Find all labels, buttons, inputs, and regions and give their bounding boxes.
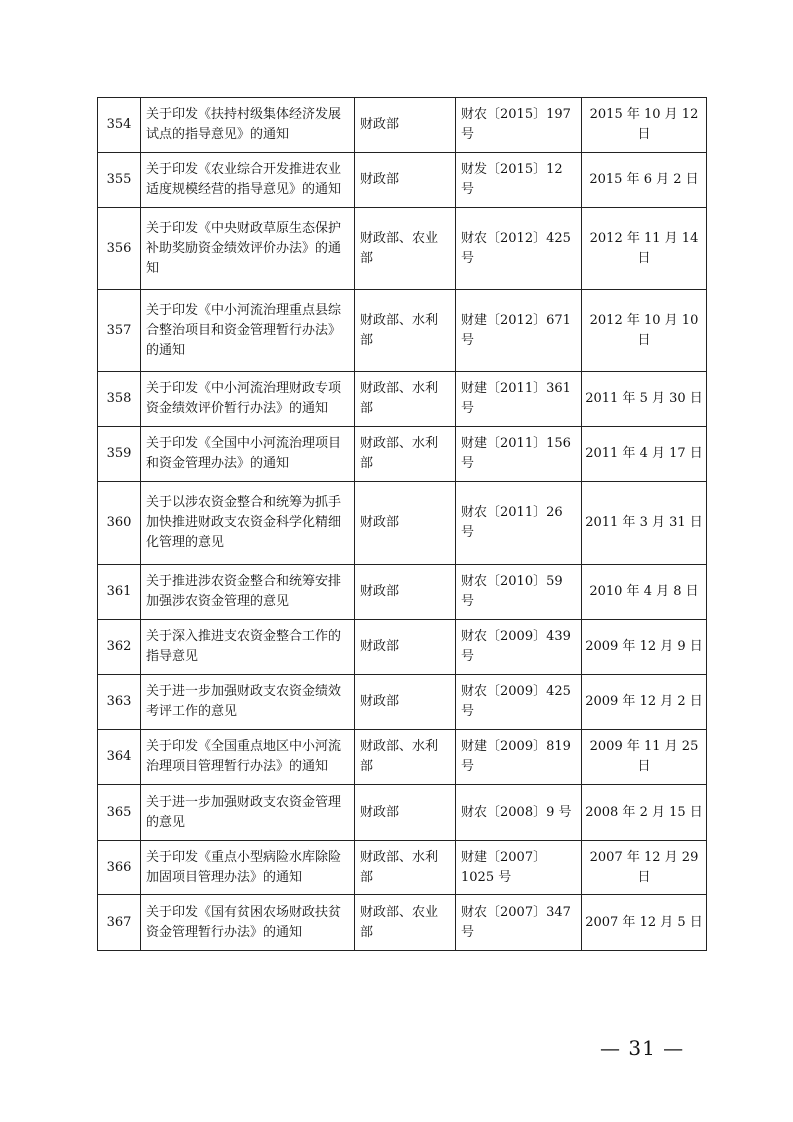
document-number: 财农〔2007〕347 号 [456, 895, 582, 951]
row-number: 359 [98, 427, 141, 482]
document-number: 财建〔2007〕1025 号 [456, 841, 582, 895]
row-number: 354 [98, 98, 141, 153]
document-number: 财农〔2010〕59 号 [456, 565, 582, 620]
issuing-department: 财政部 [355, 785, 456, 841]
issuing-department: 财政部、农业部 [355, 208, 456, 290]
document-title: 关于印发《国有贫困农场财政扶贫资金管理暂行办法》的通知 [141, 895, 355, 951]
issuing-department: 财政部 [355, 482, 456, 565]
table-row [98, 730, 707, 785]
document-number: 财农〔2012〕425 号 [456, 208, 582, 290]
issuing-department: 财政部、水利部 [355, 290, 456, 372]
issuing-department: 财政部 [355, 620, 456, 675]
document-title: 关于进一步加强财政支农资金管理的意见 [141, 785, 355, 841]
page-number: — 31 — [600, 1036, 685, 1060]
table-row [98, 482, 707, 565]
document-title: 关于印发《重点小型病险水库除险加固项目管理办法》的通知 [141, 841, 355, 895]
document-title: 关于印发《中小河流治理财政专项资金绩效评价暂行办法》的通知 [141, 372, 355, 427]
row-number: 362 [98, 620, 141, 675]
row-number: 363 [98, 675, 141, 730]
document-number: 财农〔2009〕425 号 [456, 675, 582, 730]
row-number: 366 [98, 841, 141, 895]
issue-date: 2009 年 12 月 9 日 [582, 620, 707, 675]
issue-date: 2011 年 4 月 17 日 [582, 427, 707, 482]
table-row [98, 427, 707, 482]
row-number: 364 [98, 730, 141, 785]
document-title: 关于推进涉农资金整合和统筹安排加强涉农资金管理的意见 [141, 565, 355, 620]
issuing-department: 财政部、水利部 [355, 427, 456, 482]
regulation-table [97, 97, 707, 951]
document-title: 关于以涉农资金整合和统筹为抓手加快推进财政支农资金科学化精细化管理的意见 [141, 482, 355, 565]
issue-date: 2011 年 3 月 31 日 [582, 482, 707, 565]
row-number: 367 [98, 895, 141, 951]
issuing-department: 财政部、水利部 [355, 730, 456, 785]
document-title: 关于印发《全国重点地区中小河流治理项目管理暂行办法》的通知 [141, 730, 355, 785]
document-title: 关于印发《扶持村级集体经济发展试点的指导意见》的通知 [141, 98, 355, 153]
row-number: 355 [98, 153, 141, 208]
document-number: 财建〔2012〕671 号 [456, 290, 582, 372]
document-title: 关于深入推进支农资金整合工作的指导意见 [141, 620, 355, 675]
table-row [98, 620, 707, 675]
issue-date: 2015 年 10 月 12 日 [582, 98, 707, 153]
table-row [98, 153, 707, 208]
row-number: 360 [98, 482, 141, 565]
document-number: 财农〔2011〕26 号 [456, 482, 582, 565]
document-number: 财农〔2008〕9 号 [456, 785, 582, 841]
issue-date: 2007 年 12 月 5 日 [582, 895, 707, 951]
issue-date: 2008 年 2 月 15 日 [582, 785, 707, 841]
table-row [98, 895, 707, 951]
document-title: 关于印发《农业综合开发推进农业适度规模经营的指导意见》的通知 [141, 153, 355, 208]
issuing-department: 财政部、农业部 [355, 895, 456, 951]
issue-date: 2009 年 12 月 2 日 [582, 675, 707, 730]
document-number: 财发〔2015〕12 号 [456, 153, 582, 208]
table-row [98, 98, 707, 153]
document-number: 财农〔2009〕439 号 [456, 620, 582, 675]
issue-date: 2009 年 11 月 25 日 [582, 730, 707, 785]
issue-date: 2007 年 12 月 29 日 [582, 841, 707, 895]
issuing-department: 财政部、水利部 [355, 372, 456, 427]
issuing-department: 财政部、水利部 [355, 841, 456, 895]
table-body [98, 98, 707, 951]
row-number: 357 [98, 290, 141, 372]
issuing-department: 财政部 [355, 98, 456, 153]
row-number: 356 [98, 208, 141, 290]
issue-date: 2012 年 11 月 14 日 [582, 208, 707, 290]
issue-date: 2015 年 6 月 2 日 [582, 153, 707, 208]
table-row [98, 675, 707, 730]
document-title: 关于印发《全国中小河流治理项目和资金管理办法》的通知 [141, 427, 355, 482]
table-row [98, 785, 707, 841]
issuing-department: 财政部 [355, 565, 456, 620]
issue-date: 2011 年 5 月 30 日 [582, 372, 707, 427]
table-row [98, 208, 707, 290]
issue-date: 2012 年 10 月 10 日 [582, 290, 707, 372]
table-row [98, 290, 707, 372]
row-number: 361 [98, 565, 141, 620]
table-row [98, 841, 707, 895]
table-row [98, 372, 707, 427]
document-number: 财农〔2015〕197 号 [456, 98, 582, 153]
document-number: 财建〔2011〕156 号 [456, 427, 582, 482]
issue-date: 2010 年 4 月 8 日 [582, 565, 707, 620]
document-title: 关于印发《中小河流治理重点县综合整治项目和资金管理暂行办法》的通知 [141, 290, 355, 372]
table-row [98, 565, 707, 620]
document-title: 关于进一步加强财政支农资金绩效考评工作的意见 [141, 675, 355, 730]
document-title: 关于印发《中央财政草原生态保护补助奖励资金绩效评价办法》的通知 [141, 208, 355, 290]
document-number: 财建〔2011〕361 号 [456, 372, 582, 427]
row-number: 365 [98, 785, 141, 841]
issuing-department: 财政部 [355, 153, 456, 208]
row-number: 358 [98, 372, 141, 427]
document-number: 财建〔2009〕819 号 [456, 730, 582, 785]
issuing-department: 财政部 [355, 675, 456, 730]
